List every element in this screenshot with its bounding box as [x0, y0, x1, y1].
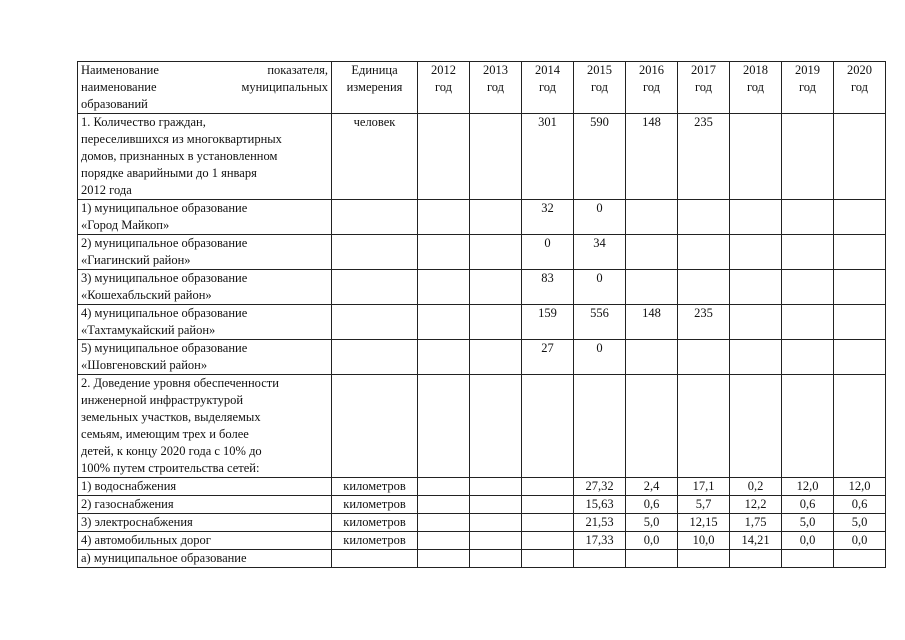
row-value-cell: [730, 235, 782, 270]
row-value-cell: [678, 550, 730, 568]
table-row: [78, 496, 886, 514]
table-row: [78, 200, 886, 235]
row-value-cell: 12,0: [834, 478, 886, 496]
row-value-cell: [470, 270, 522, 305]
row-value-cell: [418, 550, 470, 568]
row-value-cell: 0,6: [834, 496, 886, 514]
row-value-cell: [782, 305, 834, 340]
indicator-table: [77, 61, 886, 568]
row-name-cell: 1. Количество граждан, переселившихся из многоквартирных домов, признанных в установленном порядке аварийными до 1 января 2012 года: [78, 114, 332, 200]
row-value-cell: 21,53: [574, 514, 626, 532]
row-value-cell: 235: [678, 114, 730, 200]
table-row: [78, 532, 886, 550]
header-year-cell: 2019 год: [782, 62, 834, 114]
row-value-cell: [730, 200, 782, 235]
row-name-cell: 2) газоснабжения: [78, 496, 332, 514]
row-value-cell: [470, 478, 522, 496]
row-value-cell: 0,0: [626, 532, 678, 550]
row-value-cell: 27,32: [574, 478, 626, 496]
row-value-cell: [626, 270, 678, 305]
row-value-cell: 301: [522, 114, 574, 200]
row-value-cell: [418, 375, 470, 478]
row-value-cell: 159: [522, 305, 574, 340]
row-value-cell: [522, 514, 574, 532]
row-value-cell: [626, 375, 678, 478]
row-value-cell: 5,0: [834, 514, 886, 532]
row-unit-cell: [332, 375, 418, 478]
row-value-cell: [678, 200, 730, 235]
row-value-cell: 10,0: [678, 532, 730, 550]
row-unit-cell: километров: [332, 478, 418, 496]
row-value-cell: 83: [522, 270, 574, 305]
row-value-cell: 0: [574, 270, 626, 305]
row-value-cell: [626, 340, 678, 375]
row-value-cell: 590: [574, 114, 626, 200]
row-value-cell: [834, 270, 886, 305]
row-value-cell: [522, 478, 574, 496]
row-value-cell: [470, 550, 522, 568]
row-value-cell: [834, 550, 886, 568]
row-value-cell: 0,2: [730, 478, 782, 496]
header-year-cell: 2016 год: [626, 62, 678, 114]
row-value-cell: [834, 375, 886, 478]
row-value-cell: [522, 532, 574, 550]
row-value-cell: [418, 270, 470, 305]
table-row: [78, 550, 886, 568]
table-row: [78, 305, 886, 340]
header-year-cell: 2017 год: [678, 62, 730, 114]
header-year-cell: 2012 год: [418, 62, 470, 114]
row-value-cell: [834, 235, 886, 270]
header-name-line: образований: [81, 97, 148, 111]
row-value-cell: 15,63: [574, 496, 626, 514]
row-value-cell: 17,33: [574, 532, 626, 550]
row-value-cell: 556: [574, 305, 626, 340]
row-unit-cell: километров: [332, 496, 418, 514]
row-value-cell: [730, 550, 782, 568]
row-unit-cell: километров: [332, 514, 418, 532]
row-value-cell: [522, 375, 574, 478]
row-name-cell: 5) муниципальное образование «Шовгеновский район»: [78, 340, 332, 375]
row-value-cell: [730, 340, 782, 375]
row-value-cell: 0: [522, 235, 574, 270]
row-unit-cell: [332, 200, 418, 235]
row-value-cell: [418, 340, 470, 375]
row-value-cell: 148: [626, 305, 678, 340]
row-value-cell: [470, 375, 522, 478]
header-name-line: Наименование показателя,: [81, 63, 328, 77]
table-row: [78, 270, 886, 305]
row-value-cell: [782, 270, 834, 305]
row-unit-cell: километров: [332, 532, 418, 550]
header-row: [78, 62, 886, 114]
row-value-cell: [418, 305, 470, 340]
row-value-cell: [730, 305, 782, 340]
header-year-cell: 2015 год: [574, 62, 626, 114]
row-value-cell: [470, 305, 522, 340]
row-value-cell: [730, 375, 782, 478]
header-name-cell: [78, 62, 332, 114]
row-unit-cell: [332, 305, 418, 340]
row-value-cell: [418, 478, 470, 496]
row-value-cell: [730, 270, 782, 305]
row-value-cell: [470, 235, 522, 270]
row-unit-cell: [332, 340, 418, 375]
row-value-cell: [678, 235, 730, 270]
row-name-cell: 2) муниципальное образование «Гиагинский район»: [78, 235, 332, 270]
row-value-cell: 0,6: [626, 496, 678, 514]
row-value-cell: [470, 532, 522, 550]
row-value-cell: 148: [626, 114, 678, 200]
row-value-cell: [470, 514, 522, 532]
row-value-cell: [782, 114, 834, 200]
row-value-cell: 235: [678, 305, 730, 340]
row-value-cell: [522, 550, 574, 568]
row-value-cell: [834, 114, 886, 200]
row-value-cell: 5,7: [678, 496, 730, 514]
row-value-cell: 12,0: [782, 478, 834, 496]
row-unit-cell: [332, 550, 418, 568]
header-year-cell: 2020 год: [834, 62, 886, 114]
row-value-cell: 17,1: [678, 478, 730, 496]
row-value-cell: 14,21: [730, 532, 782, 550]
row-value-cell: [834, 340, 886, 375]
table-row: [78, 340, 886, 375]
row-value-cell: [418, 235, 470, 270]
row-unit-cell: [332, 270, 418, 305]
row-value-cell: 5,0: [626, 514, 678, 532]
row-value-cell: [626, 200, 678, 235]
row-value-cell: [782, 375, 834, 478]
row-value-cell: [418, 532, 470, 550]
header-unit-cell: Единица измерения: [332, 62, 418, 114]
header-name-line: наименование муниципальных: [81, 80, 328, 94]
row-value-cell: [418, 514, 470, 532]
row-value-cell: [782, 340, 834, 375]
table-row: [78, 375, 886, 478]
row-value-cell: [418, 114, 470, 200]
row-value-cell: [678, 340, 730, 375]
row-value-cell: 2,4: [626, 478, 678, 496]
row-value-cell: [522, 496, 574, 514]
row-name-cell: а) муниципальное образование: [78, 550, 332, 568]
header-year-cell: 2014 год: [522, 62, 574, 114]
row-value-cell: 0: [574, 340, 626, 375]
row-value-cell: [470, 114, 522, 200]
row-value-cell: 34: [574, 235, 626, 270]
row-value-cell: 1,75: [730, 514, 782, 532]
row-value-cell: [782, 200, 834, 235]
header-year-cell: 2018 год: [730, 62, 782, 114]
row-value-cell: [834, 200, 886, 235]
row-value-cell: [470, 496, 522, 514]
row-value-cell: 27: [522, 340, 574, 375]
row-name-cell: 4) автомобильных дорог: [78, 532, 332, 550]
row-value-cell: 0: [574, 200, 626, 235]
row-value-cell: [418, 200, 470, 235]
row-value-cell: 0,6: [782, 496, 834, 514]
row-value-cell: [470, 200, 522, 235]
table-row: [78, 478, 886, 496]
row-value-cell: [574, 375, 626, 478]
row-value-cell: [470, 340, 522, 375]
row-value-cell: 0,0: [834, 532, 886, 550]
row-name-cell: 1) водоснабжения: [78, 478, 332, 496]
row-value-cell: [678, 375, 730, 478]
table-row: [78, 114, 886, 200]
row-value-cell: [782, 550, 834, 568]
table-row: [78, 514, 886, 532]
row-value-cell: [626, 550, 678, 568]
row-value-cell: 12,2: [730, 496, 782, 514]
row-value-cell: 32: [522, 200, 574, 235]
row-name-cell: 2. Доведение уровня обеспеченности инженерной инфраструктурой земельных участков, выделяемых семьям, имеющим трех и более детей, к концу 2020 года с 10% до 100% путем строительства сетей:: [78, 375, 332, 478]
header-year-cell: 2013 год: [470, 62, 522, 114]
row-value-cell: [418, 496, 470, 514]
row-name-cell: 3) муниципальное образование «Кошехабльский район»: [78, 270, 332, 305]
row-value-cell: [782, 235, 834, 270]
row-value-cell: [834, 305, 886, 340]
row-name-cell: 3) электроснабжения: [78, 514, 332, 532]
table-row: [78, 235, 886, 270]
row-value-cell: [574, 550, 626, 568]
row-name-cell: 4) муниципальное образование «Тахтамукайский район»: [78, 305, 332, 340]
row-name-cell: 1) муниципальное образование «Город Майкоп»: [78, 200, 332, 235]
row-unit-cell: [332, 235, 418, 270]
row-unit-cell: человек: [332, 114, 418, 200]
row-value-cell: [730, 114, 782, 200]
row-value-cell: [678, 270, 730, 305]
row-value-cell: 12,15: [678, 514, 730, 532]
row-value-cell: [626, 235, 678, 270]
row-value-cell: 0,0: [782, 532, 834, 550]
row-value-cell: 5,0: [782, 514, 834, 532]
